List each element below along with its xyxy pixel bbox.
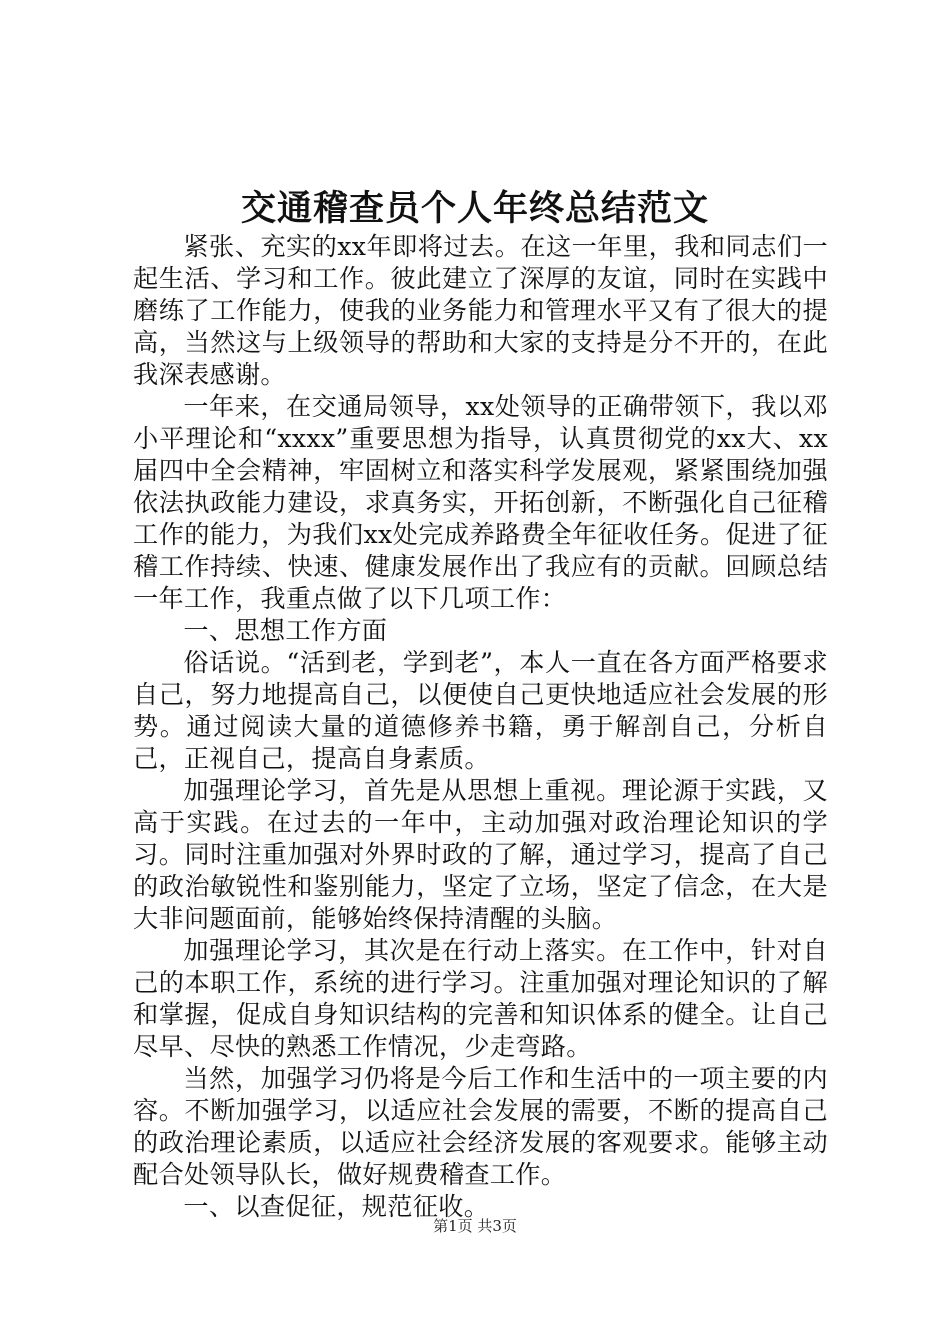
paragraph: 俗话说。“活到老，学到老”，本人一直在各方面严格要求自己，努力地提高自己，以便使自己更快地适应社会发展的形势。通过阅读大量的道德修养书籍，勇于解剖自己，分析自己，正视自己，提高自身素质。 [133,648,828,773]
paragraph: 紧张、充实的xx年即将过去。在这一年里，我和同志们一起生活、学习和工作。彼此建立了深厚的友谊，同时在实践中磨练了工作能力，使我的业务能力和管理水平又有了很大的提高，当然这与上级领导的帮助和大家的支持是分不开的，在此我深表感谢。 [133,232,828,389]
paragraph: 一年来，在交通局领导，xx处领导的正确带领下，我以邓小平理论和“xxxx”重要思想为指导，认真贯彻党的xx大、xx届四中全会精神，牢固树立和落实科学发展观，紧紧围绕加强依法执政能力建设，求真务实，开拓创新，不断强化自己征稽工作的能力，为我们xx处完成养路费全年征收任务。促进了征稽工作持续、快速、健康发展作出了我应有的贡献。回顾总结一年工作，我重点做了以下几项工作： [133,392,828,613]
document-body [133,231,828,1223]
section-heading: 一、以查促征，规范征收。 [183,1192,490,1221]
paragraph: 加强理论学习，其次是在行动上落实。在工作中，针对自己的本职工作，系统的进行学习。注重加强对理论知识的了解和掌握，促成自身知识结构的完善和知识体系的健全。让自己尽早、尽快的熟悉工作情况，少走弯路。 [133,936,828,1061]
document-title: 交通稽查员个人年终总结范文 [240,189,709,229]
section-heading: 一、思想工作方面 [183,616,388,645]
paragraph: 当然，加强学习仍将是今后工作和生活中的一项主要的内容。不断加强学习，以适应社会发展的需要，不断的提高自己的政治理论素质，以适应社会经济发展的客观要求。能够主动配合处领导队长，做好规费稽查工作。 [133,1064,828,1189]
page-number-footer: 第1页 共3页 [433,1217,517,1235]
paragraph: 加强理论学习，首先是从思想上重视。理论源于实践，又高于实践。在过去的一年中，主动加强对政治理论知识的学习。同时注重加强对外界时政的了解，通过学习，提高了自己的政治敏锐性和鉴别能力，坚定了立场，坚定了信念，在大是大非问题面前，能够始终保持清醒的头脑。 [133,776,828,933]
